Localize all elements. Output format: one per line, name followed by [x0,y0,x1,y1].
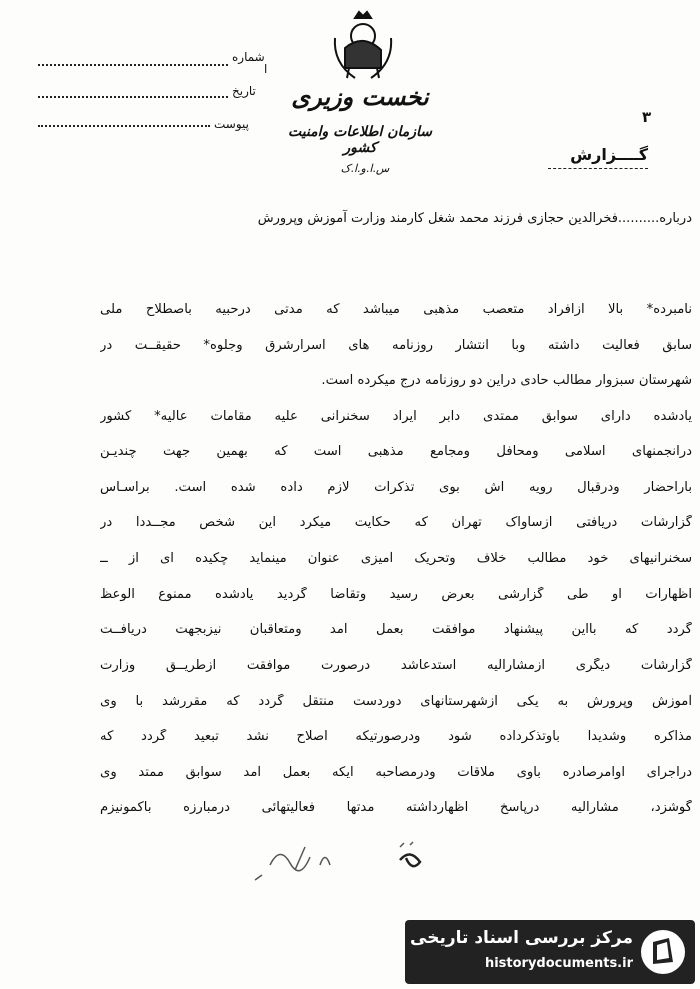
body-line: گزارشات دریافتی ازساواک تهران که حکایت میکرد این شخص مجــدداً در [100,515,692,530]
attachment-field-line [38,125,210,127]
date-label: تاریخ [232,84,256,98]
body-line: سخنرانیهای خود مطالب خلاف وتحریک آمیزی عنوان مینماید چکیده ای از ــ [100,551,692,566]
document-type-underline [548,168,648,169]
body-line: گزارشات دیگری ازمشارالیه استدعاشد درصورت موافقت ازطریــق وزارت [100,658,692,673]
body-line: گوشزد، مشارالیه درپاسخ اظهارداشته مدتها فعالیتهائی درمبارزه باکمونیزم [100,800,692,815]
body-line: آموزش وپرورش به یکی ازشهرستانهای دوردست منتقل گردد که مقررشد با وی [100,694,692,709]
body-line: مذاکره وشدیداً باوتذکرداده شود ودرصورتیکه اصلاح نشد تبعید گردد که [100,729,692,744]
number-field-line [38,64,228,66]
body-line: شهرستان سبزوار مطالب حادی دراین دو روزنامه درج میکرده است. [321,373,692,388]
body-line: نامبرده* بالا ازافراد متعصب مذهبی میباشد که مدتی درحبیه باصطلاح ملی [100,302,692,317]
subject-label: درباره [659,211,692,226]
signature-scribble [250,835,470,885]
organization-abbreviation: س.ا.و.ا.ک [340,162,390,175]
ministry-title: نخست وزیری [291,82,429,111]
body-line: دراجرای اوامرصادره باوی ملاقات ودرمصاحبه ایکه بعمل آمد سوابق ممتد وی [100,765,692,780]
subject-line [96,211,692,226]
document-type: گــــزارش [570,145,648,164]
body-line: باراحضار ودرقبال رویه اش بوی تذکرات لازم داده شده است. براسـاس [100,480,692,495]
subject-text: فخرالدین حجازی فرزند محمد شغل کارمند وزارت آموزش وپرورش [257,211,618,226]
mark-tick: ا [264,62,268,76]
attachment-label: پیوست [214,117,249,131]
archive-watermark-logo [405,920,695,984]
center-name: مرکز بررسی اسناد تاریخی [410,928,633,948]
page-number: ۳ [642,108,652,126]
body-line: اظهارات او طی گزارشی بعرض رسید وتقاضا گردید یادشده ممنوع الوعظ [100,587,692,602]
organization-title: سازمان اطلاعات وامنیت کشور [287,124,433,156]
body-line: گردد که بااین پیشنهاد موافقت بعمل آمد ومتعاقبآن نیزبجهت دریافــت [100,622,692,637]
archive-logo-icon [639,928,687,976]
lion-sun-emblem-icon [325,8,400,83]
number-label: شماره [232,50,265,64]
website-text: historydocuments.ir [484,956,633,971]
body-line: درانجمنهای اسلامی ومحافل ومجامع مذهبی است که بهمین جهت چندیـن [100,444,692,459]
date-field-line [38,96,228,98]
body-line: سابق فعالیت داشته وبا انتشار روزنامه های اسرارشرق وجلوه* حقیقــت در [100,338,692,353]
subject-dots: .......... [617,211,660,226]
body-line: یادشده دارای سوابق ممتدی دابر ایراد سخنرانی علیه مقامات عالیه* کشور [100,409,692,424]
